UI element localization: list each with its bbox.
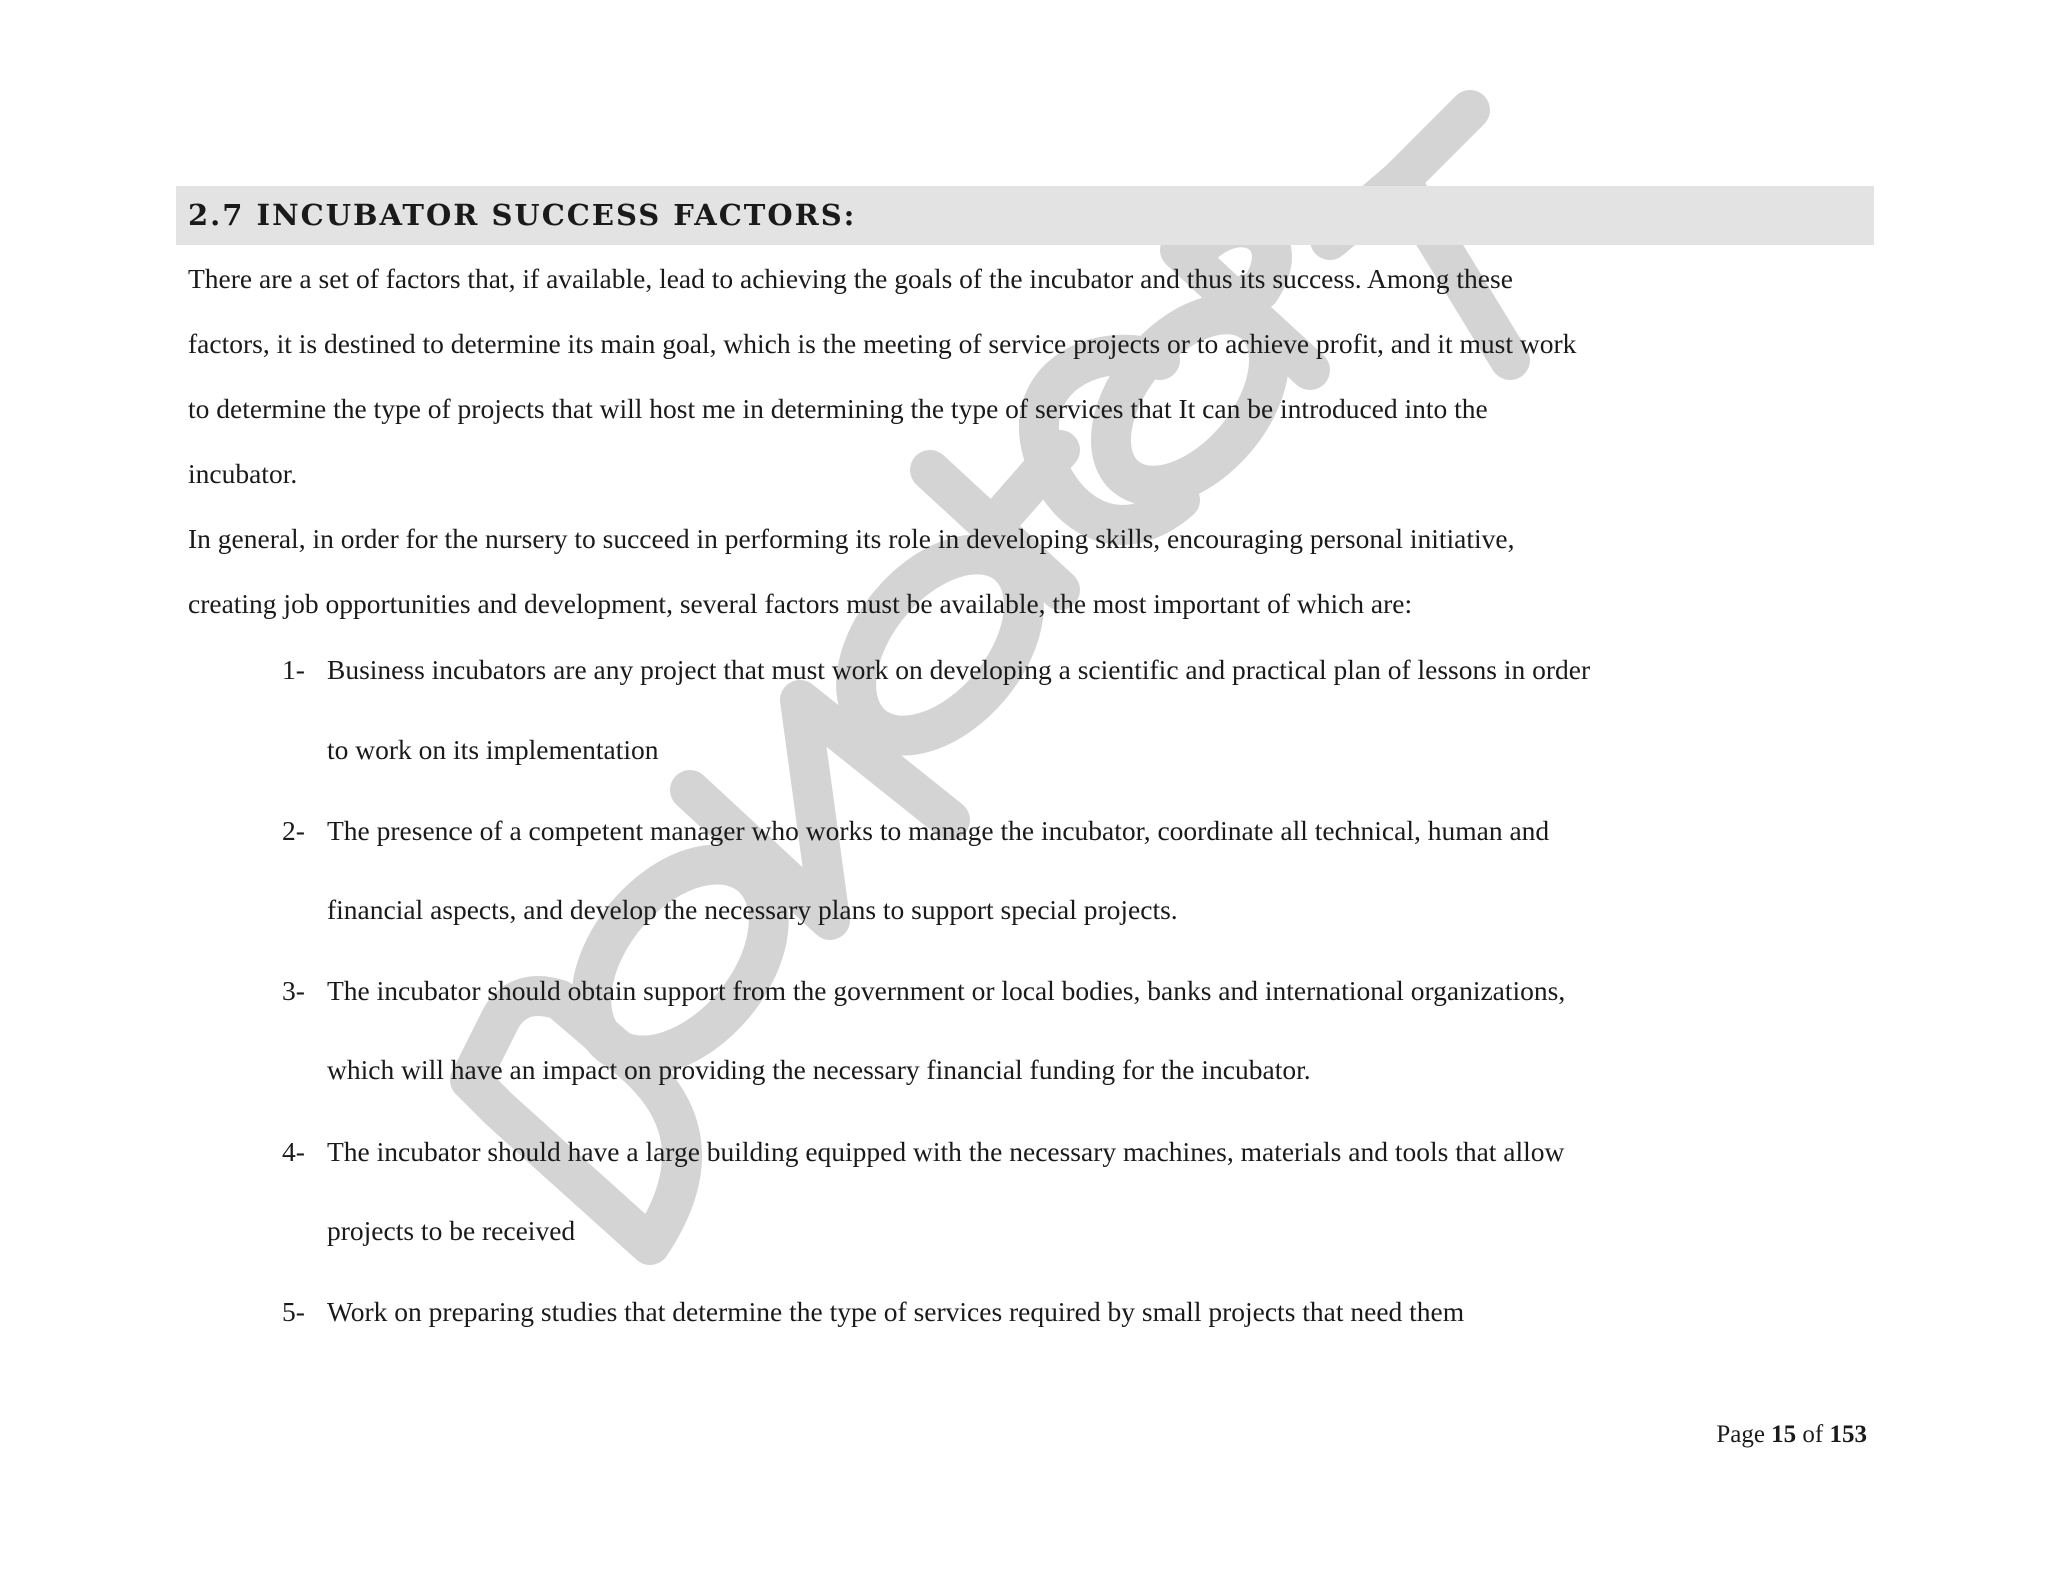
list-item-1-line-1: Business incubators are any project that must work on developing a scientific and practical plan of lessons in order <box>327 654 1591 685</box>
list-item-4-line-1: The incubator should have a large building equipped with the necessary machines, materials and tools that allow <box>327 1136 1565 1167</box>
paragraph-2-line-2: creating job opportunities and development, several factors must be available, the most important of which are: <box>188 588 1413 619</box>
current-page-number: 15 <box>1771 1421 1797 1448</box>
list-item-1-line-2: to work on its implementation <box>327 734 659 765</box>
of-word: of <box>1802 1421 1824 1448</box>
total-pages-number: 153 <box>1829 1421 1867 1448</box>
list-item-5-number: 5- <box>282 1296 305 1327</box>
paragraph-2-line-1: In general, in order for the nursery to succeed in performing its role in developing skills, encouraging personal initiative, <box>188 523 1515 554</box>
paragraph-1-line-4: incubator. <box>188 458 298 489</box>
paragraph-1-line-2: factors, it is destined to determine its main goal, which is the meeting of service projects or to achieve profit, and it must work <box>188 328 1577 359</box>
list-item-3-line-2: which will have an impact on providing the necessary financial funding for the incubator. <box>327 1054 1311 1085</box>
list-item-1-number: 1- <box>282 654 305 685</box>
list-item-3-line-1: The incubator should obtain support from the government or local bodies, banks and international organizations, <box>327 975 1566 1006</box>
list-item-4-line-2: projects to be received <box>327 1215 576 1246</box>
paragraph-1-line-1: There are a set of factors that, if available, lead to achieving the goals of the incubator and thus its success. Among these <box>188 263 1513 294</box>
list-item-2-number: 2- <box>282 815 305 846</box>
list-item-4-number: 4- <box>282 1136 305 1167</box>
list-item-2-line-1: The presence of a competent manager who works to manage the incubator, coordinate all technical, human and <box>327 815 1550 846</box>
section-heading: 2.7 INCUBATOR SUCCESS FACTORS: <box>188 198 857 232</box>
page-number <box>1716 1418 1867 1452</box>
list-item-2-line-2: financial aspects, and develop the necessary plans to support special projects. <box>327 894 1178 925</box>
page-word: Page <box>1716 1421 1765 1448</box>
list-item-3-number: 3- <box>282 975 305 1006</box>
section-heading-bar <box>176 186 1874 245</box>
paragraph-1-line-3: to determine the type of projects that will host me in determining the type of services that It can be introduced into the <box>188 393 1488 424</box>
list-item-5-line-1: Work on preparing studies that determine the type of services required by small projects that need them <box>327 1296 1465 1327</box>
